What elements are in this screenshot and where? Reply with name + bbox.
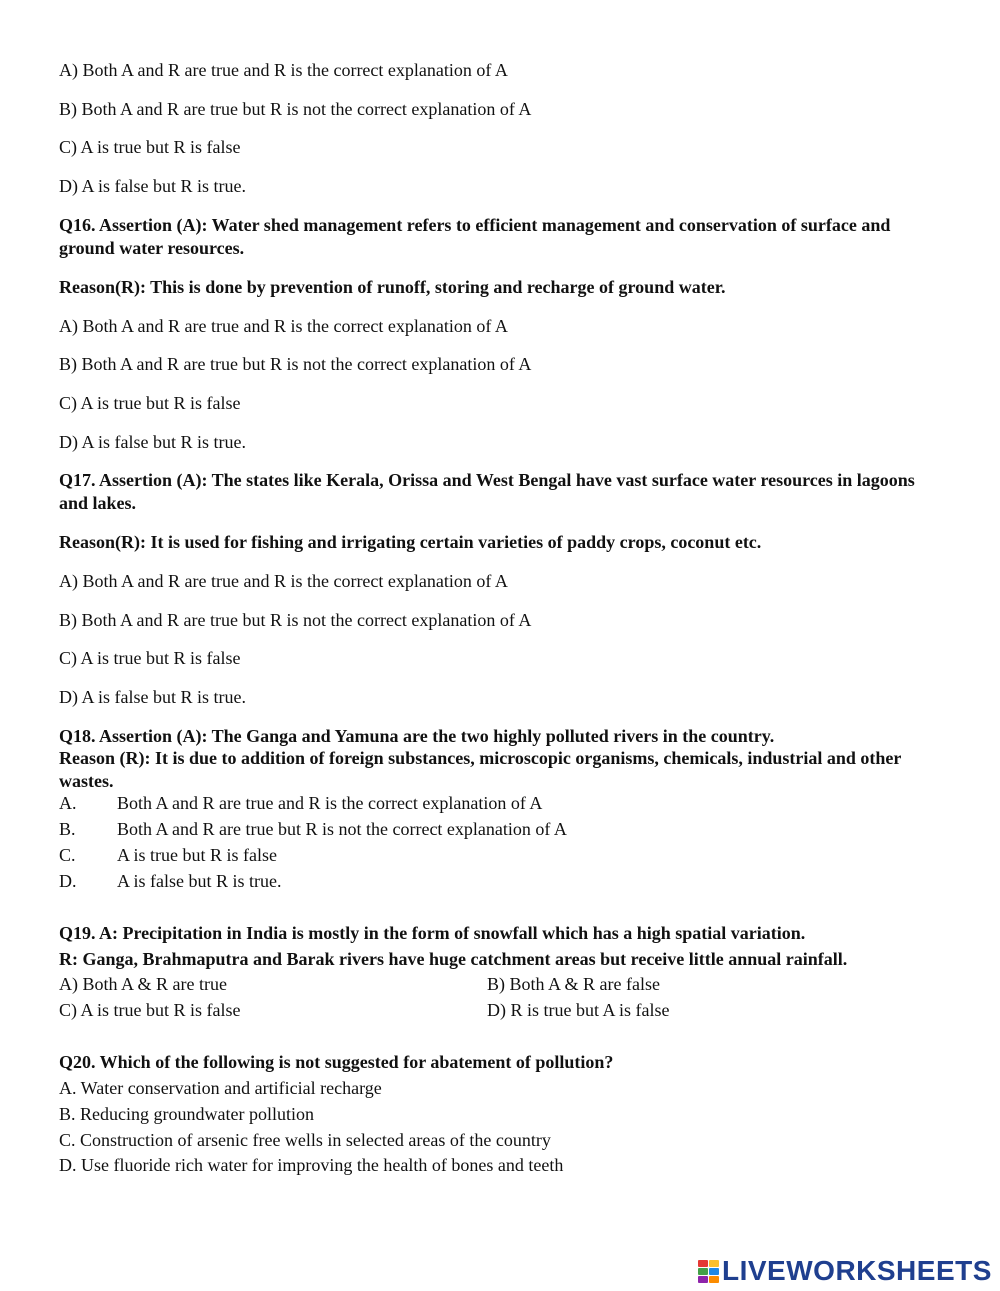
- q20-option-d: D. Use fluoride rich water for improving the health of bones and teeth: [59, 1155, 564, 1175]
- q16-option-c: C) A is true but R is false: [59, 393, 241, 413]
- q20-option-b: B. Reducing groundwater pollution: [59, 1104, 314, 1124]
- q18-option-text: A is false but R is true.: [117, 871, 282, 891]
- q17-option-c: C) A is true but R is false: [59, 648, 241, 668]
- logo-block: [709, 1260, 719, 1267]
- q17-reason: Reason(R): It is used for fishing and irrigating certain varieties of paddy crops, coconut etc.: [59, 532, 762, 552]
- q19-reason: R: Ganga, Brahmaputra and Barak rivers have huge catchment areas but receive little annual rainfall.: [59, 949, 848, 969]
- q16-reason: Reason(R): This is done by prevention of runoff, storing and recharge of ground water.: [59, 277, 726, 297]
- q16-option-d: D) A is false but R is true.: [59, 432, 246, 452]
- q20-option-c: C. Construction of arsenic free wells in selected areas of the country: [59, 1130, 551, 1150]
- q19-option-a: A) Both A & R are true: [59, 974, 227, 994]
- q18-option-letter: B.: [59, 819, 76, 839]
- q16-option-a: A) Both A and R are true and R is the correct explanation of A: [59, 316, 508, 336]
- q18-reason: Reason (R): It is due to addition of foreign substances, microscopic organisms, chemicals, industrial and other wastes.: [59, 748, 902, 791]
- q18-option-text: Both A and R are true but R is not the correct explanation of A: [117, 819, 567, 839]
- q17-option-a: A) Both A and R are true and R is the correct explanation of A: [59, 571, 508, 591]
- q18-option-text: Both A and R are true and R is the correct explanation of A: [117, 793, 543, 813]
- logo-block: [698, 1276, 708, 1283]
- logo-block: [709, 1276, 719, 1283]
- option-c: C) A is true but R is false: [59, 137, 241, 157]
- option-b: B) Both A and R are true but R is not the correct explanation of A: [59, 99, 532, 119]
- liveworksheets-logo: [698, 1255, 992, 1287]
- q19-assertion: Q19. A: Precipitation in India is mostly in the form of snowfall which has a high spatial variation.: [59, 923, 806, 943]
- option-d: D) A is false but R is true.: [59, 176, 246, 196]
- q17-option-d: D) A is false but R is true.: [59, 687, 246, 707]
- q16-assertion: Q16. Assertion (A): Water shed management refers to efficient management and conservation of surface and ground water resources.: [59, 215, 891, 258]
- logo-block: [698, 1260, 708, 1267]
- q19-option-b: B) Both A & R are false: [487, 974, 660, 994]
- liveworksheets-logo-icon: [698, 1260, 719, 1283]
- q20-option-a: A. Water conservation and artificial recharge: [59, 1078, 382, 1098]
- q16-option-b: B) Both A and R are true but R is not the correct explanation of A: [59, 354, 532, 374]
- q18-option-letter: C.: [59, 845, 76, 865]
- q18-option-letter: A.: [59, 793, 77, 813]
- q18-assertion: Q18. Assertion (A): The Ganga and Yamuna are the two highly polluted rivers in the country.: [59, 726, 775, 746]
- q18-option-letter: D.: [59, 871, 77, 891]
- q19-option-d: D) R is true but A is false: [487, 1000, 670, 1020]
- q18-option-text: A is true but R is false: [117, 845, 277, 865]
- q17-assertion: Q17. Assertion (A): The states like Kerala, Orissa and West Bengal have vast surface water resources in lagoons and lakes.: [59, 470, 915, 513]
- q19-option-c: C) A is true but R is false: [59, 1000, 241, 1020]
- logo-text: LIVEWORKSHEETS: [722, 1255, 992, 1286]
- option-a: A) Both A and R are true and R is the correct explanation of A: [59, 60, 508, 80]
- q17-option-b: B) Both A and R are true but R is not the correct explanation of A: [59, 610, 532, 630]
- logo-block: [709, 1268, 719, 1275]
- q20-question: Q20. Which of the following is not suggested for abatement of pollution?: [59, 1052, 614, 1072]
- logo-block: [698, 1268, 708, 1275]
